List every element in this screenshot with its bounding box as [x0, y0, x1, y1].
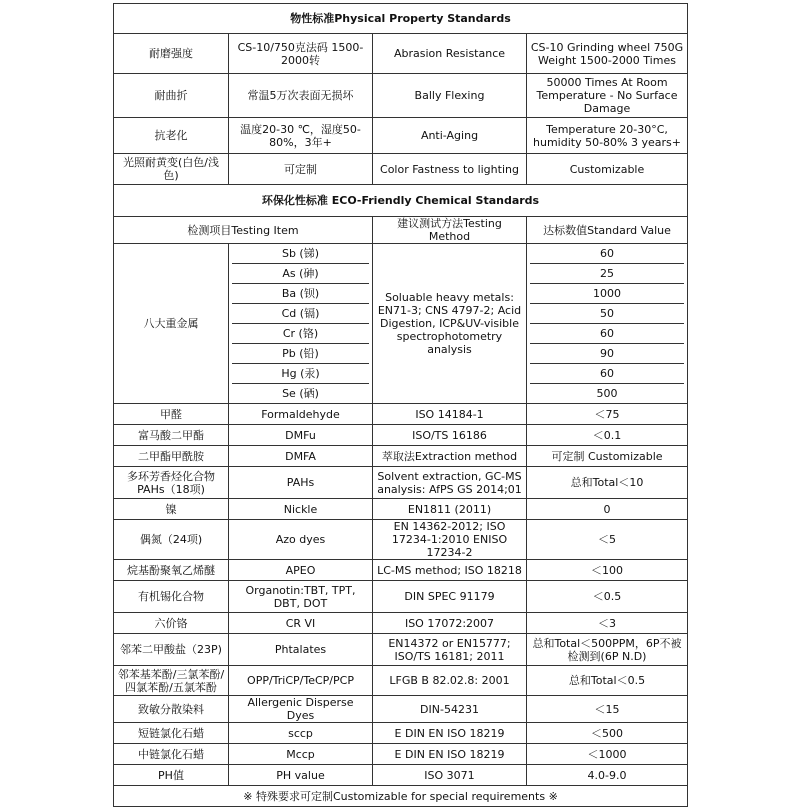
standard-value: 总和Total＜0.5	[527, 666, 688, 696]
en-item: Anti-Aging	[373, 118, 527, 154]
standard-value-header: 达标数值Standard Value	[527, 217, 688, 244]
item-cn: 富马酸二甲酯	[114, 425, 229, 446]
item-en: DMFA	[229, 446, 373, 467]
item-cn: 烷基酚聚氧乙烯醚	[114, 560, 229, 581]
cn-item: 光照耐黄变(白色/浅色)	[114, 154, 229, 185]
testing-method: LC-MS method; ISO 18218	[373, 560, 527, 581]
item-cn: 镍	[114, 499, 229, 520]
metal-value: 500	[596, 387, 618, 400]
en-item: Bally Flexing	[373, 74, 527, 118]
en-standard: CS-10 Grinding wheel 750G Weight 1500-2000 Times	[527, 34, 688, 74]
metal-value: 50	[530, 304, 684, 324]
item-en: Nickle	[229, 499, 373, 520]
cn-standard: CS-10/750克法码 1500-2000转	[229, 34, 373, 74]
metal-value: 60	[530, 324, 684, 344]
table-row	[114, 696, 688, 723]
testing-method: E DIN EN ISO 18219	[373, 744, 527, 765]
physical-standards-title: 物性标准Physical Property Standards	[114, 4, 688, 34]
item-cn: PH值	[114, 765, 229, 786]
testing-method: LFGB B 82.02.8: 2001	[373, 666, 527, 696]
metal-value: 90	[530, 344, 684, 364]
testing-method: E DIN EN ISO 18219	[373, 723, 527, 744]
item-en: Azo dyes	[229, 520, 373, 560]
table-row	[114, 723, 688, 744]
standard-value: ＜0.1	[527, 425, 688, 446]
heavy-metals-row	[114, 244, 688, 404]
testing-method: ISO/TS 16186	[373, 425, 527, 446]
item-cn: 中链氯化石蜡	[114, 744, 229, 765]
testing-method: EN 14362-2012; ISO 17234-1:2010 ENISO 17234-2	[373, 520, 527, 560]
metal-value: 1000	[530, 284, 684, 304]
table-row	[114, 118, 688, 154]
item-cn: 有机锡化合物	[114, 581, 229, 613]
cn-item: 耐曲折	[114, 74, 229, 118]
metal-value: 25	[530, 264, 684, 284]
cn-standard: 可定制	[229, 154, 373, 185]
table-row	[114, 74, 688, 118]
item-cn: 二甲酯甲酰胺	[114, 446, 229, 467]
standard-value: 可定制 Customizable	[527, 446, 688, 467]
metal-value: 60	[530, 244, 684, 264]
table-row	[114, 520, 688, 560]
item-en: APEO	[229, 560, 373, 581]
cn-standard: 温度20-30 ℃，湿度50-80%，3年+	[229, 118, 373, 154]
cn-item: 抗老化	[114, 118, 229, 154]
testing-item-header: 检测项目Testing Item	[114, 217, 373, 244]
table-row	[114, 446, 688, 467]
en-standard: Customizable	[527, 154, 688, 185]
item-en: Mccp	[229, 744, 373, 765]
metal-value: 60	[530, 364, 684, 384]
metal-name: Ba (钡)	[232, 284, 369, 304]
table-row	[114, 499, 688, 520]
item-en: PH value	[229, 765, 373, 786]
standard-value: ＜100	[527, 560, 688, 581]
table-row	[114, 560, 688, 581]
table-row	[114, 613, 688, 634]
table-row	[114, 404, 688, 425]
table-row	[114, 634, 688, 666]
testing-method: Solvent extraction, GC-MS analysis: AfPS GS 2014;01	[373, 467, 527, 499]
item-cn: 甲醛	[114, 404, 229, 425]
standard-value: 4.0-9.0	[527, 765, 688, 786]
testing-method: ISO 3071	[373, 765, 527, 786]
metal-name: Sb (锑)	[232, 244, 369, 264]
item-en: Allergenic Disperse Dyes	[229, 696, 373, 723]
table-row	[114, 765, 688, 786]
item-cn: 短链氯化石蜡	[114, 723, 229, 744]
item-cn: 致敏分散染料	[114, 696, 229, 723]
footer-note: ※ 特殊要求可定制Customizable for special requirements ※	[114, 786, 688, 807]
table-row	[114, 154, 688, 185]
standard-value: ＜75	[527, 404, 688, 425]
en-standard: 50000 Times At Room Temperature - No Surface Damage	[527, 74, 688, 118]
item-cn: 多环芳香烃化合物PAHs（18项)	[114, 467, 229, 499]
standard-value: 总和Total＜10	[527, 467, 688, 499]
standard-value: ＜500	[527, 723, 688, 744]
item-cn: 六价铬	[114, 613, 229, 634]
en-item: Color Fastness to lighting	[373, 154, 527, 185]
standard-value: 0	[527, 499, 688, 520]
en-item: Abrasion Resistance	[373, 34, 527, 74]
item-en: Phtalates	[229, 634, 373, 666]
standard-value: ＜0.5	[527, 581, 688, 613]
testing-method: DIN-54231	[373, 696, 527, 723]
table-row	[114, 467, 688, 499]
table-row	[114, 744, 688, 765]
item-en: DMFu	[229, 425, 373, 446]
chemical-standards-title: 环保化性标准 ECO-Friendly Chemical Standards	[114, 185, 688, 217]
metal-name: Se (硒)	[282, 387, 319, 400]
table-row	[114, 34, 688, 74]
metal-name: As (砷)	[232, 264, 369, 284]
testing-method: ISO 17072:2007	[373, 613, 527, 634]
item-cn: 邻苯基苯酚/三氯苯酚/四氯苯酚/五氯苯酚	[114, 666, 229, 696]
metal-name: Cd (镉)	[232, 304, 369, 324]
item-en: PAHs	[229, 467, 373, 499]
en-standard: Temperature 20-30°C, humidity 50-80% 3 years+	[527, 118, 688, 154]
testing-method: EN1811 (2011)	[373, 499, 527, 520]
heavy-metal-names	[232, 244, 369, 403]
testing-method: 萃取法Extraction method	[373, 446, 527, 467]
column-headers	[114, 217, 688, 244]
standard-value: ＜1000	[527, 744, 688, 765]
standard-value: ＜3	[527, 613, 688, 634]
testing-method: EN14372 or EN15777; ISO/TS 16181; 2011	[373, 634, 527, 666]
item-cn: 偶氮（24项)	[114, 520, 229, 560]
item-en: Organotin:TBT, TPT, DBT, DOT	[229, 581, 373, 613]
metal-name: Hg (汞)	[232, 364, 369, 384]
standard-value: ＜5	[527, 520, 688, 560]
item-cn: 邻苯二甲酸盐（23P)	[114, 634, 229, 666]
item-en: Formaldehyde	[229, 404, 373, 425]
standard-value: ＜15	[527, 696, 688, 723]
metal-name: Cr (铬)	[232, 324, 369, 344]
testing-method: DIN SPEC 91179	[373, 581, 527, 613]
table-row	[114, 666, 688, 696]
table-row	[114, 425, 688, 446]
heavy-metals-group: 八大重金属	[114, 244, 229, 404]
testing-method-header: 建议测试方法Testing Method	[373, 217, 527, 244]
item-en: CR VI	[229, 613, 373, 634]
cn-standard: 常温5万次表面无损坏	[229, 74, 373, 118]
standard-value: 总和Total＜500PPM，6P不被检测到(6P N.D)	[527, 634, 688, 666]
standards-table	[113, 3, 688, 807]
testing-method: ISO 14184-1	[373, 404, 527, 425]
heavy-metals-method: Soluable heavy metals: EN71-3; CNS 4797-2; Acid Digestion, ICP&UV-visible spectrophotometry analysis	[373, 244, 527, 404]
cn-item: 耐磨强度	[114, 34, 229, 74]
item-en: OPP/TriCP/TeCP/PCP	[229, 666, 373, 696]
heavy-metal-values	[530, 244, 684, 403]
item-en: sccp	[229, 723, 373, 744]
metal-name: Pb (铅)	[232, 344, 369, 364]
table-row	[114, 581, 688, 613]
